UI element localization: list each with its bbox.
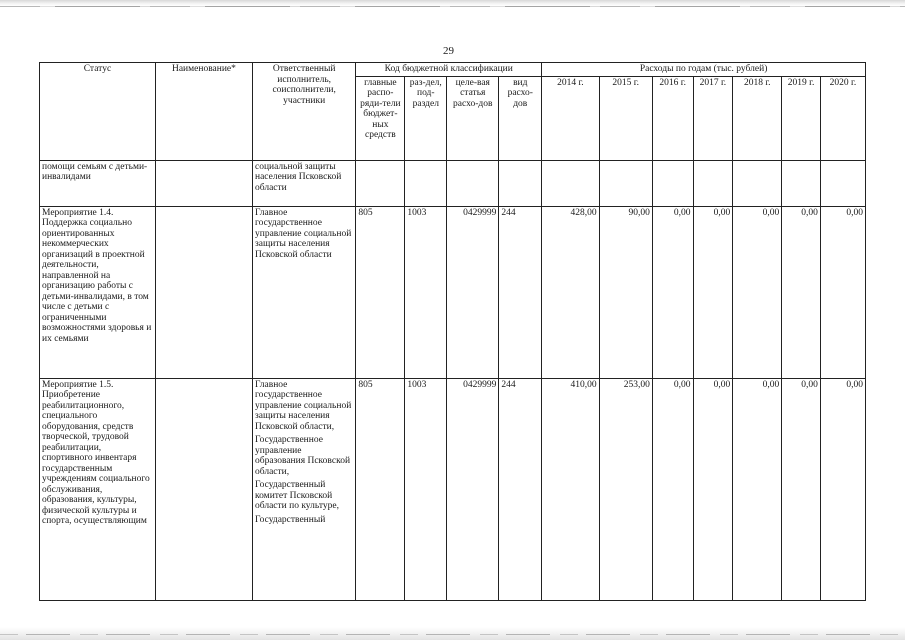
header-kind: вид расхо-дов: [499, 76, 542, 160]
header-year-2014: 2014 г.: [542, 76, 599, 160]
table-row: [40, 160, 866, 206]
row-value-2014: 410,00: [542, 378, 599, 600]
row-name: [155, 378, 252, 600]
row-value-2018: 0,00: [733, 206, 782, 378]
row-value-2015: [599, 160, 652, 206]
row-value-2020: 0,00: [820, 206, 865, 378]
table-row: [40, 378, 866, 600]
header-expenses: Расходы по годам (тыс. рублей): [542, 63, 866, 77]
row-responsible: [252, 206, 355, 378]
header-section: раз-дел, под-раздел: [405, 76, 447, 160]
header-grbs: главные распо-ряди-тели бюджет-ных средств: [356, 76, 405, 160]
row-value-2016: 0,00: [652, 378, 693, 600]
row-value-2018: [733, 160, 782, 206]
header-year-2015: 2015 г.: [599, 76, 652, 160]
row-status: Мероприятие 1.4. Поддержка социально ориентированных некоммерческих организаций в проектной деятельности, направленной на организацию работы с детьми-инвалидами, в том числе с детьми с ограниченными возможностями здоровья и их семьями: [40, 206, 156, 378]
table-row: [40, 206, 866, 378]
responsible-entry: Государственный комитет Псковской области по культуре,: [254, 480, 339, 511]
row-grbs: 805: [356, 378, 405, 600]
row-value-2019: [782, 160, 821, 206]
responsible-entry: Государственное управление образования Псковской области,: [254, 435, 351, 477]
row-section: [405, 160, 447, 206]
row-value-2017: 0,00: [693, 206, 733, 378]
header-year-2020: 2020 г.: [820, 76, 865, 160]
row-value-2015: 90,00: [599, 206, 652, 378]
row-article: 0429999: [447, 206, 499, 378]
row-responsible: [252, 378, 355, 600]
header-year-2016: 2016 г.: [652, 76, 693, 160]
header-year-2018: 2018 г.: [733, 76, 782, 160]
responsible-entry: Главное государственное управление социальной защиты населения Псковской области,: [254, 379, 352, 432]
row-value-2018: 0,00: [733, 378, 782, 600]
scan-line-bottom: [0, 634, 905, 635]
row-kind: 244: [499, 206, 542, 378]
row-value-2017: [693, 160, 733, 206]
row-grbs: [356, 160, 405, 206]
header-status: Статус: [40, 63, 156, 161]
row-value-2015: 253,00: [599, 378, 652, 600]
table-body: [40, 160, 866, 600]
row-value-2017: 0,00: [693, 378, 733, 600]
row-value-2019: 0,00: [782, 378, 821, 600]
header-article: целе-вая статья расхо-дов: [447, 76, 499, 160]
row-section: 1003: [405, 206, 447, 378]
row-value-2016: 0,00: [652, 206, 693, 378]
row-kind: [499, 160, 542, 206]
header-year-2017: 2017 г.: [693, 76, 733, 160]
responsible-entry: Государственный: [254, 514, 326, 525]
row-status: Мероприятие 1.5. Приобретение реабилитационного, специального оборудования, средств творческой, трудовой реабилитации, спортивного инвентаря государственным учреждениям социального обслуживания, образования, культуры, физической культуры и спорта, осуществляющим: [40, 378, 156, 600]
responsible-entry: Главное государственное управление социальной защиты населения Псковской области: [254, 207, 352, 260]
row-value-2019: 0,00: [782, 206, 821, 378]
row-name: [155, 160, 252, 206]
header-year-2019: 2019 г.: [782, 76, 821, 160]
page-number: 29: [443, 45, 454, 57]
row-value-2014: [542, 160, 599, 206]
header-budget-code: Код бюджетной классификации: [356, 63, 542, 77]
row-kind: 244: [499, 378, 542, 600]
row-section: 1003: [405, 378, 447, 600]
row-value-2016: [652, 160, 693, 206]
row-value-2020: [820, 160, 865, 206]
scan-line-top: [0, 6, 905, 7]
row-grbs: 805: [356, 206, 405, 378]
row-article: 0429999: [447, 378, 499, 600]
budget-table: [39, 62, 866, 601]
row-name: [155, 206, 252, 378]
row-value-2020: 0,00: [820, 378, 865, 600]
row-value-2014: 428,00: [542, 206, 599, 378]
row-status: помощи семьям с детьми-инвалидами: [40, 160, 156, 206]
header-responsible: Ответственный исполнитель, соисполнители, участники: [252, 63, 355, 161]
row-responsible: [252, 160, 355, 206]
header-name: Наименование*: [155, 63, 252, 161]
row-article: [447, 160, 499, 206]
responsible-entry: социальной защиты населения Псковской области: [254, 161, 342, 193]
table-header: [40, 63, 866, 161]
